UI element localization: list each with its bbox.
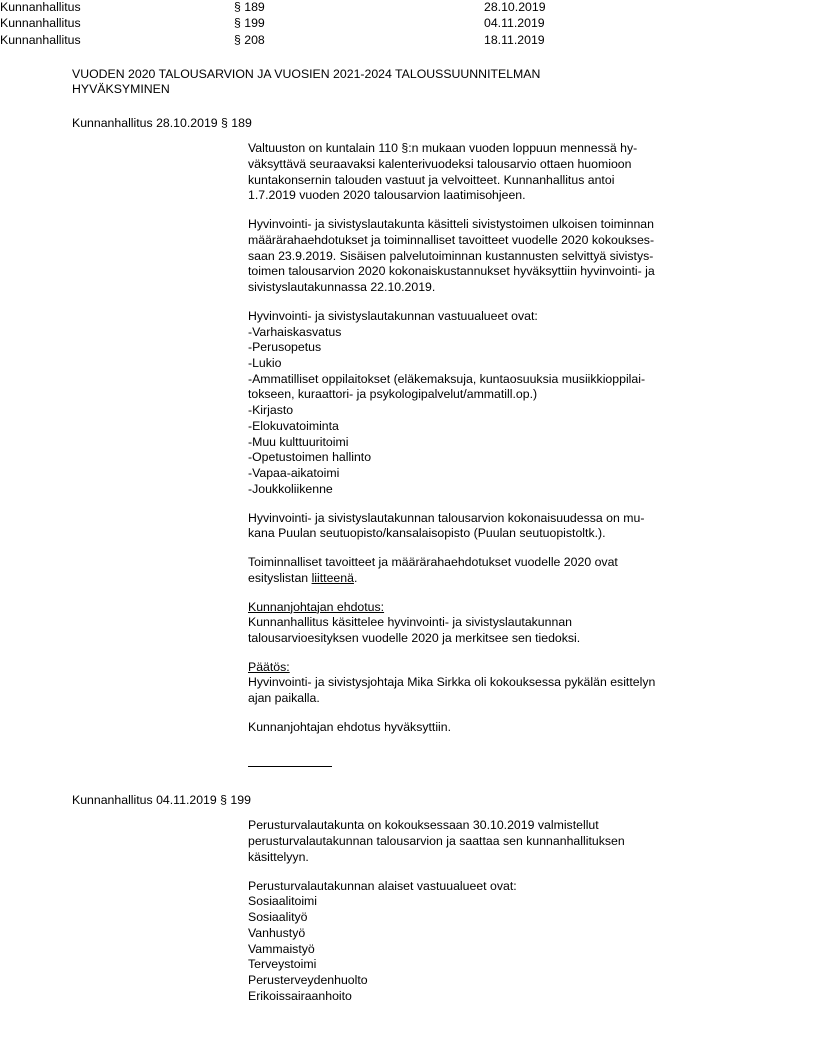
paragraph	[248, 818, 738, 865]
section-heading-199: Kunnanhallitus 04.11.2019 § 199	[72, 793, 251, 808]
decision-organ: Kunnanhallitus	[0, 32, 81, 47]
section-heading-189: Kunnanhallitus 28.10.2019 § 189	[72, 115, 252, 130]
text-line: määrärahaehdotukset ja toiminnalliset tavoitteet vuodelle 2020 kokoukses-	[248, 232, 655, 247]
text-line: väksyttävä seuraavaksi kalenterivuodeksi talousarvio ottaen huomioon	[248, 156, 632, 171]
text-line: ajan paikalla.	[248, 691, 320, 706]
table-row	[0, 33, 644, 49]
decision-section: § 199	[234, 16, 265, 31]
decision-organ: Kunnanhallitus	[0, 0, 81, 14]
text-line: Toiminnalliset tavoitteet ja määrärahaehdotukset vuodelle 2020 ovat	[248, 555, 618, 570]
section-189-body	[0, 141, 816, 736]
table-row	[0, 0, 644, 16]
decision-organ: Kunnanhallitus	[0, 16, 81, 31]
list-item: -Elokuvatoiminta	[248, 418, 339, 433]
list-intro: Perusturvalautakunnan alaiset vastuualueet ovat:	[248, 878, 517, 893]
decision-history-table	[0, 0, 644, 49]
page-title-line-2: HYVÄKSYMINEN	[72, 82, 170, 97]
decision-history-body	[0, 0, 644, 49]
page-title	[0, 49, 784, 98]
paragraph	[248, 217, 738, 296]
text-line: kana Puulan seutuopisto/kansalaisopisto (Puulan seutuopistoltk.).	[248, 526, 606, 541]
list-item: -Vapaa-aikatoimi	[248, 466, 340, 481]
proposal-block	[248, 600, 738, 647]
table-row	[0, 16, 644, 32]
list-item: Perusterveydenhuolto	[248, 972, 368, 987]
decision-date: 04.11.2019	[484, 16, 545, 31]
text-line: Perusturvalautakunta on kokouksessaan 30.10.2019 valmistellut	[248, 818, 599, 833]
list-item: Vammaistyö	[248, 941, 315, 956]
responsibility-areas-basic-services	[248, 879, 738, 1005]
list-item: Terveystoimi	[248, 957, 317, 972]
list-item: -Joukkoliikenne	[248, 481, 333, 496]
list-item: -Varhaiskasvatus	[248, 324, 342, 339]
text-line: Kunnanhallitus käsittelee hyvinvointi- ja sivistyslautakunnan	[248, 615, 573, 630]
list-item: Sosiaalityö	[248, 910, 308, 925]
text-line: talousarvioesityksen vuodelle 2020 ja merkitsee sen tiedoksi.	[248, 630, 581, 645]
text-line: perusturvalautakunnan talousarvion ja saattaa sen kunnanhallituksen	[248, 834, 625, 849]
page-title-line-1: VUODEN 2020 TALOUSARVION JA VUOSIEN 2021-2024 TALOUSSUUNNITELMAN	[72, 67, 541, 82]
text-line: saan 23.9.2019. Sisäisen palvelutoiminnan kustannusten selvittyä sivistys-	[248, 248, 654, 263]
text-line: kuntakonsernin talouden vastuut ja velvoitteet. Kunnanhallitus antoi	[248, 172, 615, 187]
decision-section: § 208	[234, 32, 265, 47]
paragraph	[248, 141, 738, 204]
list-item: -Perusopetus	[248, 340, 322, 355]
decision-date: 28.10.2019	[484, 0, 546, 14]
list-item: Vanhustyö	[248, 925, 306, 940]
list-item: Sosiaalitoimi	[248, 894, 318, 909]
attachment-paragraph	[248, 555, 738, 586]
text-line: Hyvinvointi- ja sivistyslautakunta käsitteli sivistystoimen ulkoisen toiminnan	[248, 217, 654, 232]
decision-date: 18.11.2019	[484, 32, 545, 47]
decision-section: § 189	[234, 0, 265, 14]
list-item: -Opetustoimen hallinto	[248, 450, 372, 465]
section-199-body	[0, 818, 816, 1004]
list-intro: Hyvinvointi- ja sivistyslautakunnan vastuualueet ovat:	[248, 308, 538, 323]
text-line: Valtuuston on kuntalain 110 §:n mukaan vuoden loppuun mennessä hy-	[248, 141, 638, 156]
text-line: Kunnanjohtajan ehdotus hyväksyttiin.	[248, 719, 452, 734]
text-line: Hyvinvointi- ja sivistyslautakunnan talousarvion kokonaisuudessa on mu-	[248, 510, 645, 525]
list-item: Erikoissairaanhoito	[248, 988, 352, 1003]
attachment-line	[248, 571, 738, 587]
decision-block	[248, 660, 738, 707]
decision-final	[248, 720, 738, 736]
text-line: käsittelyyn.	[248, 849, 309, 864]
section-divider	[0, 756, 816, 771]
proposal-heading: Kunnanjohtajan ehdotus:	[248, 599, 385, 614]
text-line: Hyvinvointi- ja sivistysjohtaja Mika Sirkka oli kokouksessa pykälän esittelyn	[248, 675, 656, 690]
responsibility-areas-education	[248, 309, 738, 498]
list-item: -Muu kulttuuritoimi	[248, 434, 349, 449]
attachment-link[interactable]: liitteenä	[311, 570, 354, 585]
text-line: sivistyslautakunnassa 22.10.2019.	[248, 280, 436, 295]
paragraph	[248, 511, 738, 542]
list-item: -Ammatilliset oppilaitokset (eläkemaksuja, kuntaosuuksia musiikkioppilai-	[248, 371, 646, 386]
text-fragment: esityslistan	[248, 570, 312, 585]
text-line: toimen talousarvion 2020 kokonaiskustannukset hyväksyttiin hyvinvointi- ja	[248, 264, 655, 279]
list-item: -Kirjasto	[248, 403, 294, 418]
list-item: -Lukio	[248, 355, 282, 370]
text-fragment: .	[353, 570, 358, 585]
text-line: 1.7.2019 vuoden 2020 talousarvion laatimisohjeen.	[248, 188, 526, 203]
list-item: tokseen, kuraattori- ja psykologipalvelut/ammatill.op.)	[248, 387, 538, 402]
decision-heading: Päätös:	[248, 659, 290, 674]
